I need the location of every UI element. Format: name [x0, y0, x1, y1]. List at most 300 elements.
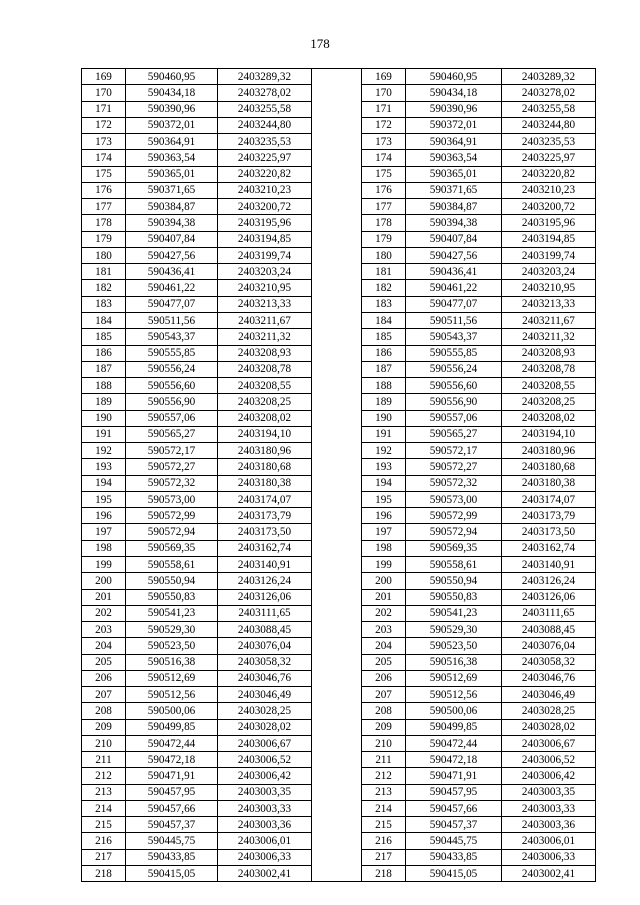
- left-y-coordinate-cell: 2403208,93: [218, 345, 312, 361]
- right-point-number-cell: 201: [362, 589, 406, 605]
- left-x-coordinate-cell: 590572,27: [126, 459, 218, 475]
- right-x-coordinate-cell: 590436,41: [406, 264, 502, 280]
- column-separator: [312, 410, 362, 426]
- right-x-coordinate-cell: 590371,65: [406, 182, 502, 198]
- right-y-coordinate-cell: 2403046,76: [502, 670, 596, 686]
- column-separator: [312, 394, 362, 410]
- right-y-coordinate-cell: 2403195,96: [502, 215, 596, 231]
- coordinates-table-body: [82, 69, 596, 882]
- left-x-coordinate-cell: 590415,05: [126, 866, 218, 882]
- right-y-coordinate-cell: 2403028,02: [502, 719, 596, 735]
- left-y-coordinate-cell: 2403208,25: [218, 394, 312, 410]
- left-x-coordinate-cell: 590457,37: [126, 817, 218, 833]
- left-x-coordinate-cell: 590460,95: [126, 69, 218, 85]
- column-separator: [312, 735, 362, 751]
- left-x-coordinate-cell: 590529,30: [126, 622, 218, 638]
- right-x-coordinate-cell: 590516,38: [406, 654, 502, 670]
- table-row: [82, 670, 596, 686]
- right-x-coordinate-cell: 590394,38: [406, 215, 502, 231]
- right-y-coordinate-cell: 2403002,41: [502, 866, 596, 882]
- column-separator: [312, 459, 362, 475]
- left-x-coordinate-cell: 590550,83: [126, 589, 218, 605]
- left-point-number-cell: 211: [82, 752, 126, 768]
- left-x-coordinate-cell: 590457,95: [126, 784, 218, 800]
- right-x-coordinate-cell: 590472,18: [406, 752, 502, 768]
- left-y-coordinate-cell: 2403213,33: [218, 296, 312, 312]
- left-x-coordinate-cell: 590436,41: [126, 264, 218, 280]
- left-y-coordinate-cell: 2403028,25: [218, 703, 312, 719]
- left-x-coordinate-cell: 590390,96: [126, 101, 218, 117]
- left-x-coordinate-cell: 590371,65: [126, 182, 218, 198]
- right-y-coordinate-cell: 2403076,04: [502, 638, 596, 654]
- left-point-number-cell: 198: [82, 540, 126, 556]
- left-x-coordinate-cell: 590569,35: [126, 540, 218, 556]
- table-row: [82, 215, 596, 231]
- left-y-coordinate-cell: 2403195,96: [218, 215, 312, 231]
- right-y-coordinate-cell: 2403028,25: [502, 703, 596, 719]
- right-y-coordinate-cell: 2403213,33: [502, 296, 596, 312]
- right-y-coordinate-cell: 2403203,24: [502, 264, 596, 280]
- right-y-coordinate-cell: 2403208,55: [502, 378, 596, 394]
- page-number: 178: [310, 36, 330, 51]
- left-point-number-cell: 192: [82, 443, 126, 459]
- right-x-coordinate-cell: 590512,69: [406, 670, 502, 686]
- column-separator: [312, 638, 362, 654]
- right-point-number-cell: 192: [362, 443, 406, 459]
- left-point-number-cell: 217: [82, 849, 126, 865]
- column-separator: [312, 134, 362, 150]
- left-x-coordinate-cell: 590434,18: [126, 85, 218, 101]
- left-x-coordinate-cell: 590457,66: [126, 800, 218, 816]
- right-point-number-cell: 177: [362, 199, 406, 215]
- table-row: [82, 134, 596, 150]
- left-point-number-cell: 218: [82, 866, 126, 882]
- right-x-coordinate-cell: 590500,06: [406, 703, 502, 719]
- table-row: [82, 117, 596, 133]
- right-point-number-cell: 202: [362, 605, 406, 621]
- column-separator: [312, 833, 362, 849]
- right-point-number-cell: 179: [362, 231, 406, 247]
- right-y-coordinate-cell: 2403006,33: [502, 849, 596, 865]
- left-y-coordinate-cell: 2403111,65: [218, 605, 312, 621]
- table-row: [82, 410, 596, 426]
- right-x-coordinate-cell: 590572,17: [406, 443, 502, 459]
- table-row: [82, 654, 596, 670]
- left-y-coordinate-cell: 2403194,10: [218, 426, 312, 442]
- column-separator: [312, 784, 362, 800]
- left-point-number-cell: 208: [82, 703, 126, 719]
- right-point-number-cell: 214: [362, 800, 406, 816]
- right-point-number-cell: 199: [362, 556, 406, 572]
- left-x-coordinate-cell: 590543,37: [126, 329, 218, 345]
- table-row: [82, 459, 596, 475]
- left-point-number-cell: 182: [82, 280, 126, 296]
- right-x-coordinate-cell: 590550,83: [406, 589, 502, 605]
- left-x-coordinate-cell: 590511,56: [126, 312, 218, 328]
- table-row: [82, 638, 596, 654]
- column-separator: [312, 443, 362, 459]
- table-row: [82, 735, 596, 751]
- left-point-number-cell: 186: [82, 345, 126, 361]
- right-y-coordinate-cell: 2403126,24: [502, 573, 596, 589]
- right-point-number-cell: 200: [362, 573, 406, 589]
- left-x-coordinate-cell: 590556,60: [126, 378, 218, 394]
- right-x-coordinate-cell: 590572,99: [406, 508, 502, 524]
- right-y-coordinate-cell: 2403210,95: [502, 280, 596, 296]
- right-x-coordinate-cell: 590557,06: [406, 410, 502, 426]
- left-y-coordinate-cell: 2403046,49: [218, 687, 312, 703]
- left-x-coordinate-cell: 590427,56: [126, 247, 218, 263]
- table-row: [82, 524, 596, 540]
- left-x-coordinate-cell: 590555,85: [126, 345, 218, 361]
- right-x-coordinate-cell: 590372,01: [406, 117, 502, 133]
- left-x-coordinate-cell: 590572,17: [126, 443, 218, 459]
- left-y-coordinate-cell: 2403180,38: [218, 475, 312, 491]
- column-separator: [312, 540, 362, 556]
- column-separator: [312, 703, 362, 719]
- right-y-coordinate-cell: 2403208,25: [502, 394, 596, 410]
- right-x-coordinate-cell: 590407,84: [406, 231, 502, 247]
- right-y-coordinate-cell: 2403180,38: [502, 475, 596, 491]
- column-separator: [312, 687, 362, 703]
- table-row: [82, 800, 596, 816]
- column-separator: [312, 426, 362, 442]
- right-point-number-cell: 176: [362, 182, 406, 198]
- left-y-coordinate-cell: 2403173,50: [218, 524, 312, 540]
- left-x-coordinate-cell: 590407,84: [126, 231, 218, 247]
- left-y-coordinate-cell: 2403225,97: [218, 150, 312, 166]
- right-point-number-cell: 213: [362, 784, 406, 800]
- right-point-number-cell: 172: [362, 117, 406, 133]
- left-x-coordinate-cell: 590572,32: [126, 475, 218, 491]
- column-separator: [312, 654, 362, 670]
- left-x-coordinate-cell: 590572,94: [126, 524, 218, 540]
- right-y-coordinate-cell: 2403173,79: [502, 508, 596, 524]
- column-separator: [312, 491, 362, 507]
- right-point-number-cell: 204: [362, 638, 406, 654]
- left-x-coordinate-cell: 590550,94: [126, 573, 218, 589]
- left-x-coordinate-cell: 590365,01: [126, 166, 218, 182]
- right-x-coordinate-cell: 590499,85: [406, 719, 502, 735]
- column-separator: [312, 296, 362, 312]
- left-x-coordinate-cell: 590477,07: [126, 296, 218, 312]
- left-point-number-cell: 215: [82, 817, 126, 833]
- right-x-coordinate-cell: 590472,44: [406, 735, 502, 751]
- right-point-number-cell: 184: [362, 312, 406, 328]
- left-y-coordinate-cell: 2403006,42: [218, 768, 312, 784]
- right-y-coordinate-cell: 2403140,91: [502, 556, 596, 572]
- left-x-coordinate-cell: 590556,24: [126, 361, 218, 377]
- right-y-coordinate-cell: 2403162,74: [502, 540, 596, 556]
- table-row: [82, 589, 596, 605]
- table-row: [82, 150, 596, 166]
- right-x-coordinate-cell: 590556,60: [406, 378, 502, 394]
- column-separator: [312, 264, 362, 280]
- right-x-coordinate-cell: 590427,56: [406, 247, 502, 263]
- right-y-coordinate-cell: 2403058,32: [502, 654, 596, 670]
- right-x-coordinate-cell: 590434,18: [406, 85, 502, 101]
- column-separator: [312, 117, 362, 133]
- right-point-number-cell: 208: [362, 703, 406, 719]
- right-x-coordinate-cell: 590555,85: [406, 345, 502, 361]
- column-separator: [312, 589, 362, 605]
- right-y-coordinate-cell: 2403111,65: [502, 605, 596, 621]
- right-x-coordinate-cell: 590529,30: [406, 622, 502, 638]
- left-point-number-cell: 174: [82, 150, 126, 166]
- right-x-coordinate-cell: 590512,56: [406, 687, 502, 703]
- left-y-coordinate-cell: 2403173,79: [218, 508, 312, 524]
- left-x-coordinate-cell: 590472,18: [126, 752, 218, 768]
- right-y-coordinate-cell: 2403235,53: [502, 134, 596, 150]
- left-x-coordinate-cell: 590471,91: [126, 768, 218, 784]
- right-x-coordinate-cell: 590543,37: [406, 329, 502, 345]
- table-row: [82, 280, 596, 296]
- right-y-coordinate-cell: 2403210,23: [502, 182, 596, 198]
- left-y-coordinate-cell: 2403203,24: [218, 264, 312, 280]
- left-point-number-cell: 175: [82, 166, 126, 182]
- left-x-coordinate-cell: 590363,54: [126, 150, 218, 166]
- right-x-coordinate-cell: 590556,90: [406, 394, 502, 410]
- right-y-coordinate-cell: 2403046,49: [502, 687, 596, 703]
- right-y-coordinate-cell: 2403225,97: [502, 150, 596, 166]
- left-y-coordinate-cell: 2403289,32: [218, 69, 312, 85]
- column-separator: [312, 573, 362, 589]
- left-y-coordinate-cell: 2403076,04: [218, 638, 312, 654]
- left-point-number-cell: 212: [82, 768, 126, 784]
- right-x-coordinate-cell: 590565,27: [406, 426, 502, 442]
- left-point-number-cell: 176: [82, 182, 126, 198]
- right-point-number-cell: 203: [362, 622, 406, 638]
- left-point-number-cell: 183: [82, 296, 126, 312]
- right-point-number-cell: 180: [362, 247, 406, 263]
- left-y-coordinate-cell: 2403211,67: [218, 312, 312, 328]
- left-y-coordinate-cell: 2403006,52: [218, 752, 312, 768]
- right-y-coordinate-cell: 2403211,67: [502, 312, 596, 328]
- right-x-coordinate-cell: 590390,96: [406, 101, 502, 117]
- left-y-coordinate-cell: 2403028,02: [218, 719, 312, 735]
- left-point-number-cell: 210: [82, 735, 126, 751]
- right-x-coordinate-cell: 590558,61: [406, 556, 502, 572]
- right-point-number-cell: 212: [362, 768, 406, 784]
- column-separator: [312, 605, 362, 621]
- column-separator: [312, 556, 362, 572]
- column-separator: [312, 475, 362, 491]
- column-separator: [312, 69, 362, 85]
- right-y-coordinate-cell: 2403194,10: [502, 426, 596, 442]
- left-x-coordinate-cell: 590556,90: [126, 394, 218, 410]
- left-point-number-cell: 188: [82, 378, 126, 394]
- right-point-number-cell: 211: [362, 752, 406, 768]
- right-y-coordinate-cell: 2403003,36: [502, 817, 596, 833]
- left-point-number-cell: 178: [82, 215, 126, 231]
- left-point-number-cell: 196: [82, 508, 126, 524]
- right-x-coordinate-cell: 590477,07: [406, 296, 502, 312]
- right-y-coordinate-cell: 2403289,32: [502, 69, 596, 85]
- table-row: [82, 768, 596, 784]
- table-row: [82, 443, 596, 459]
- right-point-number-cell: 170: [362, 85, 406, 101]
- left-point-number-cell: 177: [82, 199, 126, 215]
- table-row: [82, 345, 596, 361]
- left-y-coordinate-cell: 2403006,01: [218, 833, 312, 849]
- right-y-coordinate-cell: 2403208,02: [502, 410, 596, 426]
- left-point-number-cell: 204: [82, 638, 126, 654]
- column-separator: [312, 800, 362, 816]
- right-point-number-cell: 196: [362, 508, 406, 524]
- column-separator: [312, 329, 362, 345]
- right-point-number-cell: 188: [362, 378, 406, 394]
- left-x-coordinate-cell: 590372,01: [126, 117, 218, 133]
- right-y-coordinate-cell: 2403006,52: [502, 752, 596, 768]
- left-point-number-cell: 203: [82, 622, 126, 638]
- left-y-coordinate-cell: 2403235,53: [218, 134, 312, 150]
- right-x-coordinate-cell: 590523,50: [406, 638, 502, 654]
- right-point-number-cell: 205: [362, 654, 406, 670]
- right-y-coordinate-cell: 2403126,06: [502, 589, 596, 605]
- right-y-coordinate-cell: 2403006,67: [502, 735, 596, 751]
- right-x-coordinate-cell: 590457,37: [406, 817, 502, 833]
- right-x-coordinate-cell: 590415,05: [406, 866, 502, 882]
- left-point-number-cell: 209: [82, 719, 126, 735]
- table-row: [82, 378, 596, 394]
- right-point-number-cell: 210: [362, 735, 406, 751]
- left-y-coordinate-cell: 2403255,58: [218, 101, 312, 117]
- column-separator: [312, 866, 362, 882]
- right-y-coordinate-cell: 2403208,93: [502, 345, 596, 361]
- column-separator: [312, 768, 362, 784]
- left-y-coordinate-cell: 2403126,06: [218, 589, 312, 605]
- table-row: [82, 703, 596, 719]
- left-point-number-cell: 201: [82, 589, 126, 605]
- table-row: [82, 605, 596, 621]
- left-x-coordinate-cell: 590461,22: [126, 280, 218, 296]
- right-point-number-cell: 181: [362, 264, 406, 280]
- right-point-number-cell: 173: [362, 134, 406, 150]
- table-row: [82, 540, 596, 556]
- left-y-coordinate-cell: 2403162,74: [218, 540, 312, 556]
- right-point-number-cell: 194: [362, 475, 406, 491]
- right-y-coordinate-cell: 2403194,85: [502, 231, 596, 247]
- right-x-coordinate-cell: 590550,94: [406, 573, 502, 589]
- left-x-coordinate-cell: 590512,56: [126, 687, 218, 703]
- right-x-coordinate-cell: 590541,23: [406, 605, 502, 621]
- right-point-number-cell: 193: [362, 459, 406, 475]
- left-y-coordinate-cell: 2403244,80: [218, 117, 312, 133]
- right-point-number-cell: 216: [362, 833, 406, 849]
- left-point-number-cell: 172: [82, 117, 126, 133]
- column-separator: [312, 817, 362, 833]
- table-row: [82, 622, 596, 638]
- table-row: [82, 475, 596, 491]
- left-x-coordinate-cell: 590364,91: [126, 134, 218, 150]
- right-x-coordinate-cell: 590457,95: [406, 784, 502, 800]
- right-y-coordinate-cell: 2403255,58: [502, 101, 596, 117]
- right-x-coordinate-cell: 590363,54: [406, 150, 502, 166]
- table-row: [82, 296, 596, 312]
- table-row: [82, 752, 596, 768]
- left-point-number-cell: 214: [82, 800, 126, 816]
- column-separator: [312, 312, 362, 328]
- left-x-coordinate-cell: 590472,44: [126, 735, 218, 751]
- right-y-coordinate-cell: 2403200,72: [502, 199, 596, 215]
- left-point-number-cell: 173: [82, 134, 126, 150]
- column-separator: [312, 849, 362, 865]
- right-x-coordinate-cell: 590364,91: [406, 134, 502, 150]
- right-y-coordinate-cell: 2403003,33: [502, 800, 596, 816]
- right-point-number-cell: 171: [362, 101, 406, 117]
- right-point-number-cell: 195: [362, 491, 406, 507]
- table-row: [82, 491, 596, 507]
- column-separator: [312, 166, 362, 182]
- left-point-number-cell: 170: [82, 85, 126, 101]
- column-separator: [312, 719, 362, 735]
- column-separator: [312, 85, 362, 101]
- left-point-number-cell: 200: [82, 573, 126, 589]
- right-x-coordinate-cell: 590471,91: [406, 768, 502, 784]
- right-y-coordinate-cell: 2403180,96: [502, 443, 596, 459]
- left-point-number-cell: 193: [82, 459, 126, 475]
- column-separator: [312, 215, 362, 231]
- right-point-number-cell: 197: [362, 524, 406, 540]
- right-y-coordinate-cell: 2403088,45: [502, 622, 596, 638]
- left-x-coordinate-cell: 590512,69: [126, 670, 218, 686]
- table-row: [82, 426, 596, 442]
- right-x-coordinate-cell: 590556,24: [406, 361, 502, 377]
- right-point-number-cell: 190: [362, 410, 406, 426]
- left-x-coordinate-cell: 590573,00: [126, 491, 218, 507]
- left-point-number-cell: 194: [82, 475, 126, 491]
- left-x-coordinate-cell: 590523,50: [126, 638, 218, 654]
- left-y-coordinate-cell: 2403003,36: [218, 817, 312, 833]
- right-x-coordinate-cell: 590573,00: [406, 491, 502, 507]
- right-x-coordinate-cell: 590572,32: [406, 475, 502, 491]
- table-row: [82, 556, 596, 572]
- table-row: [82, 329, 596, 345]
- column-separator: [312, 231, 362, 247]
- table-row: [82, 101, 596, 117]
- left-point-number-cell: 207: [82, 687, 126, 703]
- right-y-coordinate-cell: 2403199,74: [502, 247, 596, 263]
- left-point-number-cell: 197: [82, 524, 126, 540]
- right-x-coordinate-cell: 590457,66: [406, 800, 502, 816]
- right-x-coordinate-cell: 590511,56: [406, 312, 502, 328]
- table-row: [82, 247, 596, 263]
- table-row: [82, 394, 596, 410]
- right-point-number-cell: 218: [362, 866, 406, 882]
- right-x-coordinate-cell: 590445,75: [406, 833, 502, 849]
- left-point-number-cell: 185: [82, 329, 126, 345]
- left-x-coordinate-cell: 590572,99: [126, 508, 218, 524]
- right-point-number-cell: 209: [362, 719, 406, 735]
- left-point-number-cell: 184: [82, 312, 126, 328]
- column-separator: [312, 752, 362, 768]
- column-separator: [312, 622, 362, 638]
- left-y-coordinate-cell: 2403006,33: [218, 849, 312, 865]
- right-point-number-cell: 189: [362, 394, 406, 410]
- table-row: [82, 784, 596, 800]
- table-row: [82, 719, 596, 735]
- table-row: [82, 508, 596, 524]
- left-y-coordinate-cell: 2403174,07: [218, 491, 312, 507]
- left-point-number-cell: 169: [82, 69, 126, 85]
- left-y-coordinate-cell: 2403208,02: [218, 410, 312, 426]
- left-y-coordinate-cell: 2403003,33: [218, 800, 312, 816]
- left-point-number-cell: 181: [82, 264, 126, 280]
- left-y-coordinate-cell: 2403140,91: [218, 556, 312, 572]
- left-point-number-cell: 180: [82, 247, 126, 263]
- table-row: [82, 69, 596, 85]
- right-point-number-cell: 207: [362, 687, 406, 703]
